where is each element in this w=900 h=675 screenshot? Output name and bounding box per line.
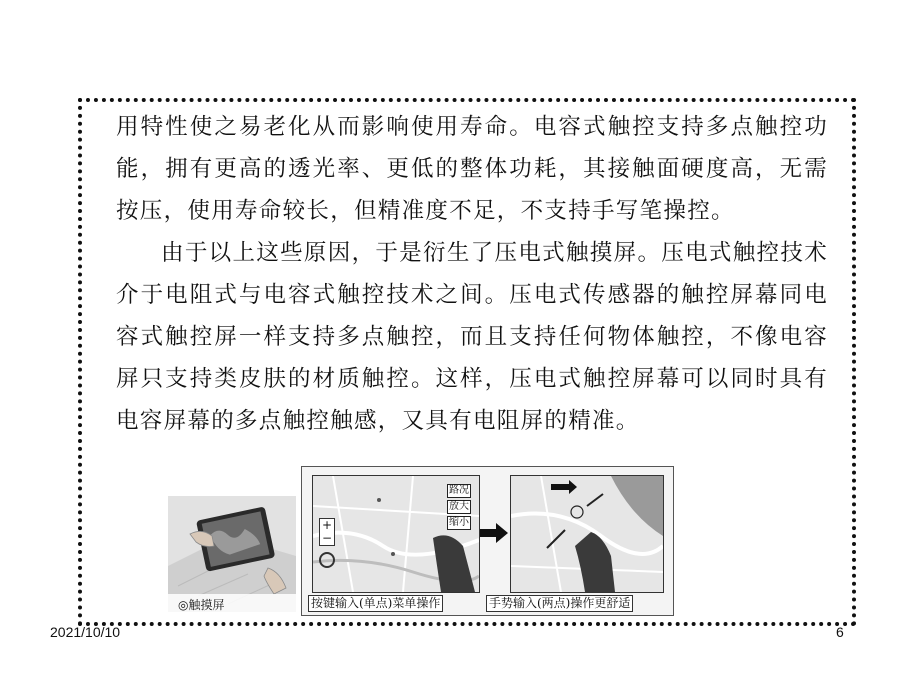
- map-button-zoom-in[interactable]: 放大: [449, 501, 469, 512]
- touchscreen-photo: [168, 496, 296, 612]
- zoom-in-icon[interactable]: +: [321, 518, 333, 532]
- locate-icon[interactable]: [319, 552, 335, 568]
- touch-input-diagram: [301, 466, 674, 616]
- tablet-hands-image: [168, 496, 296, 612]
- map-panel-single-touch: [312, 475, 480, 593]
- map-illustration-right: [511, 476, 663, 592]
- photo-caption: ◎触摸屏: [178, 598, 225, 612]
- paragraph-2: 由于以上这些原因，于是衍生了压电式触摸屏。压电式触控技术介于电阻式与电容式触控技术之间。压电式传感器的触控屏幕同电容式触控屏一样支持多点触控，而且支持任何物体触控，不像电容屏只支持类皮肤的材质触控。这样，压电式触控屏幕可以同时具有电容屏幕的多点触控触感，又具有电阻屏的精准。: [116, 240, 828, 434]
- arrow-right-icon: [480, 523, 508, 543]
- map-panel-multi-touch: [510, 475, 664, 593]
- body-text: [116, 106, 828, 442]
- paragraph-1: 用特性使之易老化从而影响使用寿命。电容式触控支持多点触控功能，拥有更高的透光率、更低的整体功耗，其接触面硬度高，无需按压，使用寿命较长，但精准度不足，不支持手写笔操控。: [116, 114, 828, 224]
- right-panel-caption: 手势输入(两点)操作更舒适: [486, 595, 633, 612]
- footer-date: 2021/10/10: [50, 624, 121, 640]
- page-number: 6: [836, 624, 844, 640]
- left-panel-caption: 按键输入(单点)菜单操作: [308, 595, 443, 612]
- map-button-zoom-out[interactable]: 缩小: [449, 517, 469, 528]
- map-button-traffic[interactable]: 路况: [449, 485, 469, 496]
- zoom-control[interactable]: [319, 518, 335, 546]
- zoom-out-icon[interactable]: −: [321, 531, 333, 545]
